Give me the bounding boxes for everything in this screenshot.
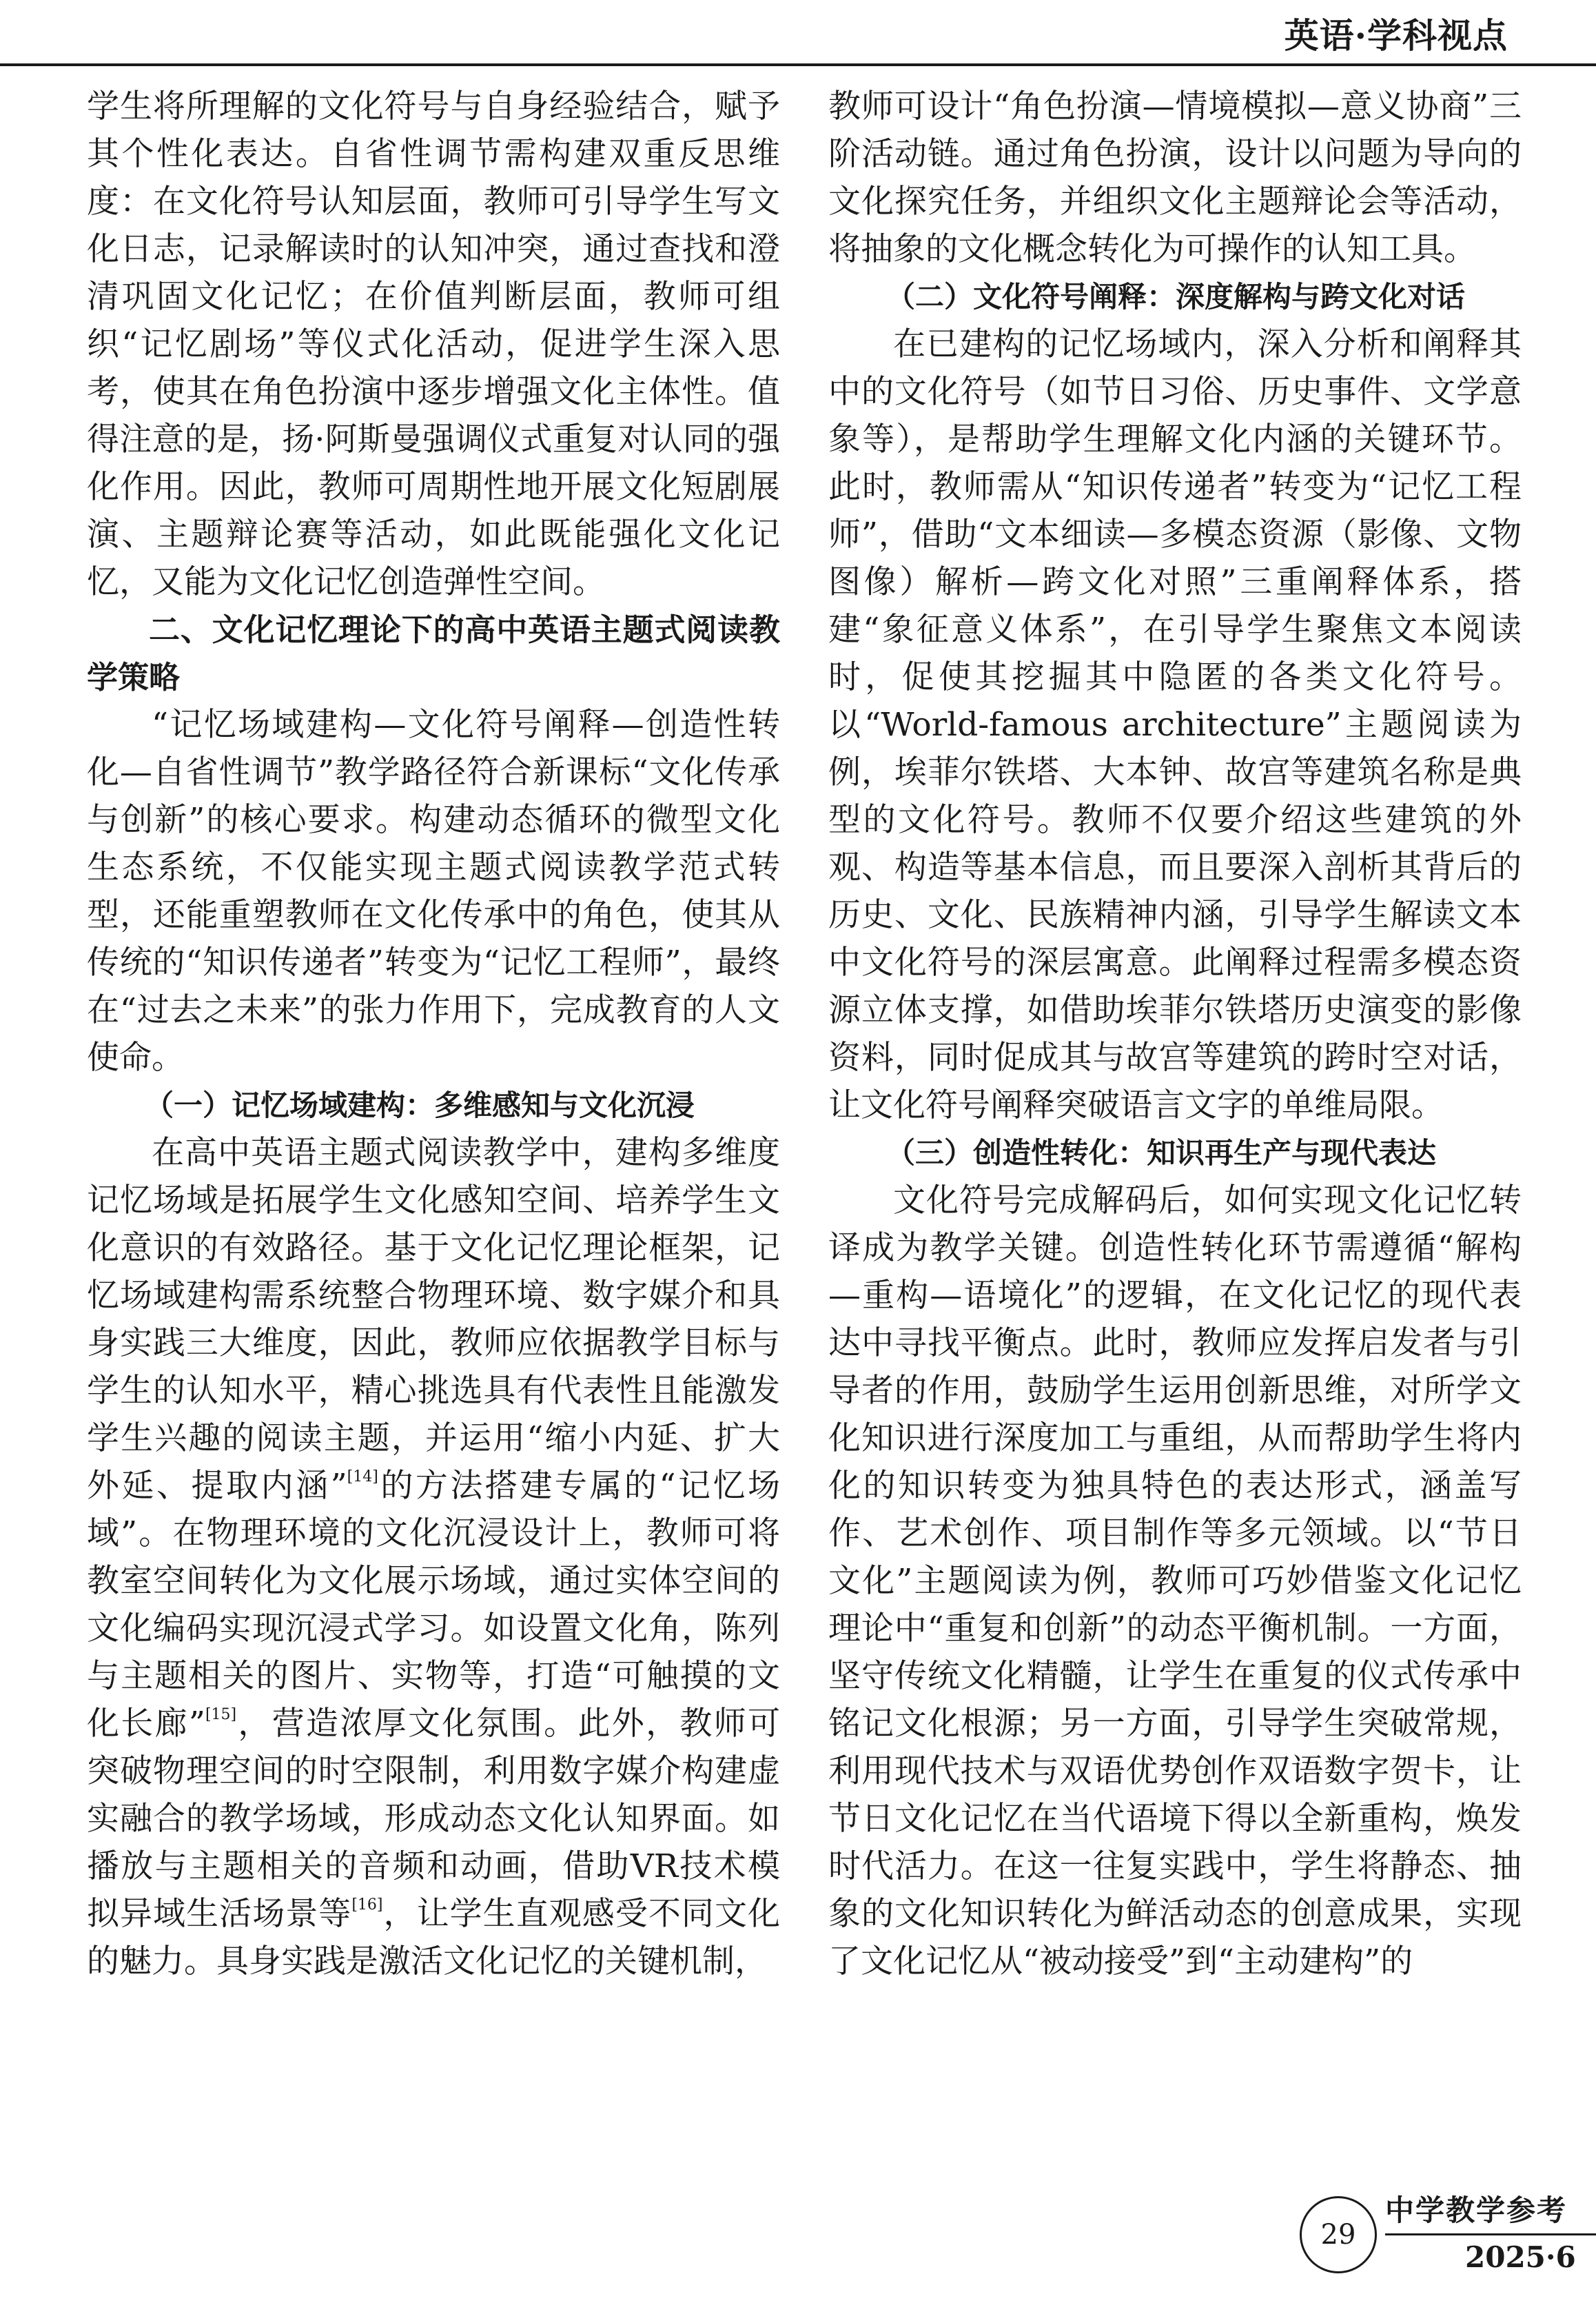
text-run: 的方法搭建专属的“记忆场域”。在物理环境的文化沉浸设计上，教师可将教室空间转化为文化展示场域，通过实体空间的文化编码实现沉浸式学习。如设置文化角，陈列与主题相关的图片、实物等，打造“可触摸的文化长廊” <box>87 1467 781 1743</box>
issue-number: 2025·6 <box>1465 2240 1576 2274</box>
running-head-subsection: 学科视点 <box>1367 15 1508 56</box>
page-number: 29 <box>1300 2196 1377 2273</box>
citation-ref: [15] <box>205 1706 237 1723</box>
text-run: ，让学生直观感受不同文化的魅力。具身实践是激活文化记忆的关键机制， <box>87 1895 781 1980</box>
subsection-heading: （二）文化符号阐释：深度解构与跨文化对话 <box>886 280 1466 314</box>
paragraph: 教师可设计“角色扮演—情境模拟—意义协商”三阶活动链。通过角色扮演，设计以问题为导向的文化探究任务，并组织文化主题辩论会等活动，将抽象的文化概念转化为可操作的认知工具。 <box>828 88 1522 268</box>
paragraph: “记忆场域建构—文化符号阐释—创造性转化—自省性调节”教学路径符合新课标“文化传承与创新”的核心要求。构建动态循环的微型文化生态系统，不仅能实现主题式阅读教学范式转型，还能重塑教师在文化传承中的角色，使其从传统的“知识传递者”转变为“记忆工程师”，最终在“过去之未来”的张力作用下，完成教育的人文使命。 <box>87 706 780 1077</box>
section-heading: 二、文化记忆理论下的高中英语主题式阅读教学策略 <box>87 611 780 696</box>
paragraph: 在已建构的记忆场域内，深入分析和阐释其中的文化符号（如节日习俗、历史事件、文学意象等），是帮助学生理解文化内涵的关键环节。此时，教师需从“知识传递者”转变为“记忆工程师”，借助“文本细读—多模态资源（影像、文物图像）解析—跨文化对照”三重阐释体系，搭建“象征意义体系”，在引导学生聚焦文本阅读时，促使其挖掘其中隐匿的各类文化符号。以“World-famous architecture”主题阅读为例，埃菲尔铁塔、大本钟、故宫等建筑名称是典型的文化符号。教师不仅要介绍这些建筑的外观、构造等基本信息，而且要深入剖析其背后的历史、文化、民族精神内涵，引导学生解读文本中文化符号的深层寓意。此阐释过程需多模态资源立体支撑，如借助埃菲尔铁塔历史演变的影像资料，同时促成其与故宫等建筑的跨时空对话，让文化符号阐释突破语言文字的单维局限。 <box>828 325 1522 1124</box>
page-footer <box>1296 2185 1596 2303</box>
header-rule <box>0 63 1596 66</box>
paragraph: 文化符号完成解码后，如何实现文化记忆转译成为教学关键。创造性转化环节需遵循“解构—重构—语境化”的逻辑，在文化记忆的现代表达中寻找平衡点。此时，教师应发挥启发者与引导者的作用，鼓励学生运用创新思维，对所学文化知识进行深度加工与重组，从而帮助学生将内化的知识转变为独具特色的表达形式，涵盖写作、艺术创作、项目制作等多元领域。以“节日文化”主题阅读为例，教师可巧妙借鉴文化记忆理论中“重复和创新”的动态平衡机制。一方面，坚守传统文化精髓，让学生在重复的仪式传承中铭记文化根源；另一方面，引导学生突破常规，利用现代技术与双语优势创作双语数字贺卡，让节日文化记忆在当代语境下得以全新重构，焕发时代活力。在这一往复实践中，学生将静态、抽象的文化知识转化为鲜活动态的创意成果，实现了文化记忆从“被动接受”到“主动建构”的 <box>828 1181 1522 1980</box>
text-run: ，营造浓厚文化氛围。此外，教师可突破物理空间的时空限制，利用数字媒介构建虚实融合的教学场域，形成动态文化认知界面。如播放与主题相关的音频和动画，借助VR技术模拟异域生活场景等 <box>87 1705 781 1933</box>
running-head-section: 英语 <box>1284 16 1355 56</box>
subsection-heading: （一）记忆场域建构：多维感知与文化沉浸 <box>145 1088 695 1122</box>
subsection-heading: （三）创造性转化：知识再生产与现代表达 <box>886 1136 1437 1170</box>
journal-name: 中学教学参考 <box>1385 2193 1568 2227</box>
left-column <box>87 83 780 1985</box>
running-head-dot: · <box>1354 15 1367 56</box>
text-run: 在高中英语主题式阅读教学中，建构多维度记忆场域是拓展学生文化感知空间、培养学生文化意识的有效路径。基于文化记忆理论框架，记忆场域建构需系统整合物理环境、数字媒介和具身实践三大维度，因此，教师应依据教学目标与学生的认知水平，精心挑选具有代表性且能激发学生兴趣的阅读主题，并运用“缩小内延、扩大外延、提取内涵” <box>87 1134 780 1505</box>
paragraph: 学生将所理解的文化符号与自身经验结合，赋予其个性化表达。自省性调节需构建双重反思维度：在文化符号认知层面，教师可引导学生写文化日志，记录解读时的认知冲突，通过查找和澄清巩固文化记忆；在价值判断层面，教师可组织“记忆剧场”等仪式化活动，促进学生深入思考，使其在角色扮演中逐步增强文化主体性。值得注意的是，扬·阿斯曼强调仪式重复对认同的强化作用。因此，教师可周期性地开展文化短剧展演、主题辩论赛等活动，如此既能强化文化记忆，又能为文化记忆创造弹性空间。 <box>87 88 780 601</box>
page-header <box>0 0 1596 66</box>
citation-ref: [14] <box>347 1468 378 1485</box>
citation-ref: [16] <box>351 1896 383 1914</box>
footer-rule <box>1385 2233 1596 2235</box>
right-column <box>828 83 1522 1985</box>
paragraph <box>87 1129 780 1985</box>
running-head <box>1285 8 1508 58</box>
